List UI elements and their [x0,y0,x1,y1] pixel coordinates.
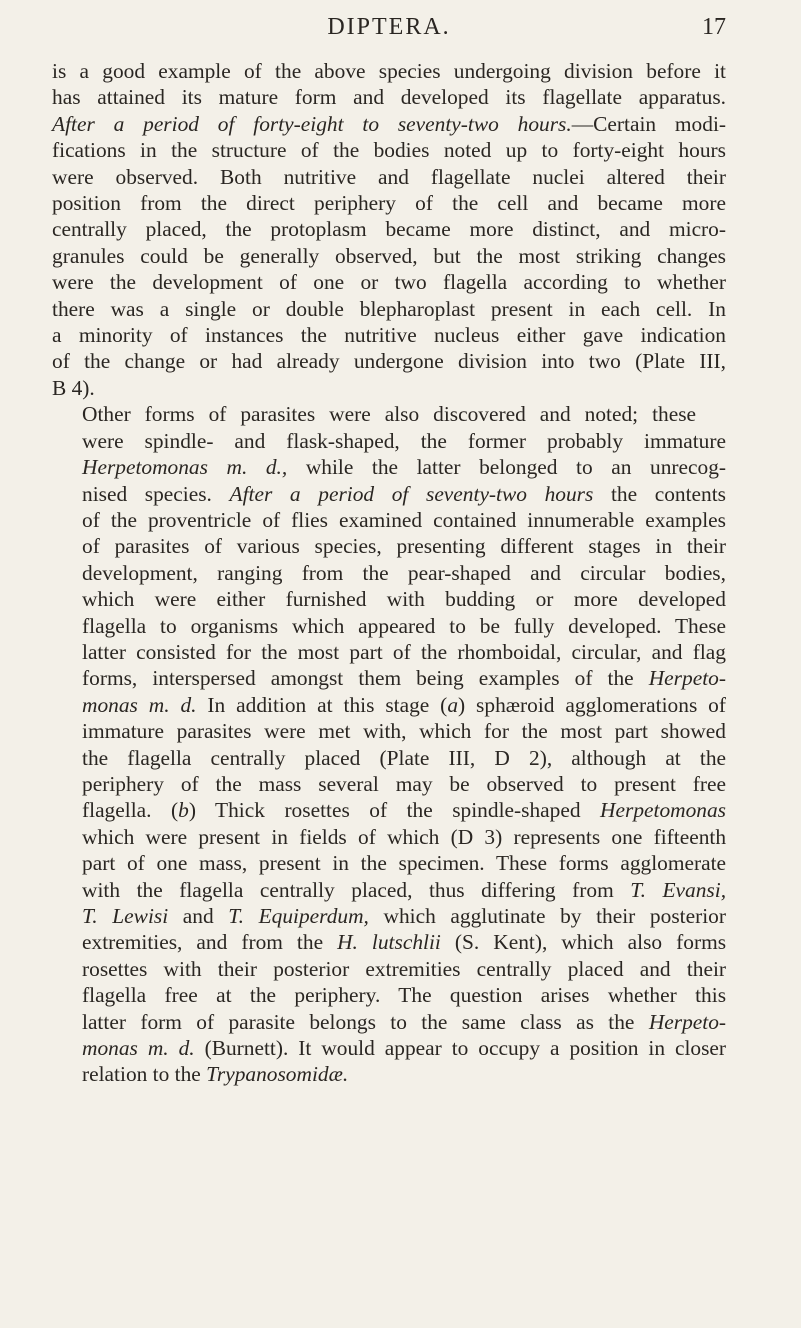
text-run: forms, interspersed amongst them being examples of the [82,666,649,691]
text-run: flagella free at the periphery. The question arises whether this [82,983,727,1008]
text-run: periphery of the mass several may be observed to present free [82,771,727,796]
page-number: 17 [702,14,726,40]
text-line [52,111,726,137]
italic-text: H. lutschlii [337,930,441,955]
italic-text: Trypanosomidæ. [206,1062,349,1087]
italic-text: After a period of seventy-two hours [229,481,594,506]
text-run: with the flagella centrally placed, thus differing from [82,877,631,902]
text-line [52,560,726,586]
text-run: fications in the structure of the bodies noted up to forty-eight hours [52,138,726,163]
text-run: development, ranging from the pear-shaped and circular bodies, [82,560,726,585]
text-run: the contents [593,481,727,506]
italic-text: Herpetomonas m. d., [82,455,288,480]
text-run: (Burnett). It would appear to occupy a position in closer [194,1036,727,1061]
text-run: of the change or had already undergone division into two (Plate III, [52,349,727,374]
text-run: has attained its mature form and developed its flagellate apparatus. [52,85,726,110]
text-run: ) sphæroid agglomerations of [458,692,726,717]
text-run: a minority of instances the nutritive nucleus either gave indication [52,323,726,348]
text-line [52,190,726,216]
text-run: were the development of one or two flagella according to whether [52,270,726,295]
text-run: of the proventricle of flies examined contained innumerable examples [82,507,726,532]
text-run: relation to the [82,1062,207,1087]
text-line [52,613,726,639]
text-run: of parasites of various species, presenting different stages in their [82,534,727,559]
page-header [52,10,726,44]
text-run: and [168,904,229,928]
text-line [52,797,726,823]
text-line [52,428,726,454]
text-line [52,586,726,612]
text-run: is a good example of the above species undergoing division before it [52,59,727,83]
text-run: part of one mass, present in the specimen. These forms agglomerate [82,851,727,876]
text-run: Other forms of parasites were also discovered and noted; these [82,402,697,427]
text-run: were observed. Both nutritive and flagellate nuclei altered their [52,164,726,189]
text-line [52,877,726,903]
text-run: while the latter belonged to an unrecog- [287,455,727,480]
text-run: centrally placed, the protoplasm became more distinct, and micro- [52,217,727,242]
text-line [52,401,726,427]
text-run: rosettes with their posterior extremities centrally placed and their [82,956,727,981]
text-run: there was a single or double blepharoplast present in each cell. In [52,296,726,321]
italic-text: T. Lewisi [82,904,169,928]
text-run: extremities, and from the [82,930,338,955]
text-run: were spindle- and flask-shaped, the former probably immature [82,428,726,453]
text-line [52,956,726,982]
italic-text: After a period of forty-eight to seventy-two hours. [52,111,572,136]
text-run: (S. Kent), which also forms [440,930,727,955]
text-run: which agglutinate by their posterior [368,904,726,928]
italic-text: b [178,798,189,823]
text-line [52,718,726,744]
text-line [52,982,726,1008]
text-line [52,533,726,559]
text-run: which were either furnished with budding or more developed [82,587,726,612]
text-line [52,58,726,84]
text-line [52,771,726,797]
text-run: which were present in fields of which (D 3) represents one fifteenth [82,824,727,849]
text-line [52,639,726,665]
text-run: nised species. [82,481,230,506]
text-line [52,84,726,110]
text-run: latter form of parasite belongs to the same class as the [82,1009,649,1034]
italic-text: Herpetomonas [600,798,726,823]
text-line [52,665,726,691]
text-line [52,692,726,718]
text-line [52,824,726,850]
text-line [52,348,726,374]
text-run: immature parasites were met with, which for the most part showed [82,719,726,744]
text-run: —Certain modi- [571,111,727,136]
text-line [52,164,726,190]
body-text [52,58,726,1088]
text-line [52,322,726,348]
text-line [52,1009,726,1035]
text-run: flagella. ( [82,798,179,823]
italic-text: Herpeto- [648,666,726,691]
paragraph [52,401,726,1088]
italic-text: monas m. d. [82,1036,195,1061]
italic-text: T. Evansi, [630,877,727,902]
italic-text: Herpeto- [648,1009,727,1034]
text-run: granules could be generally observed, but the most striking changes [52,243,727,268]
italic-text: T. Equiperdum, [228,904,369,928]
text-line [52,1035,726,1061]
running-title: DIPTERA. [327,14,451,40]
text-line [52,481,726,507]
text-run: ) Thick rosettes of the spindle-shaped [188,798,601,823]
text-line [52,929,726,955]
text-line [52,296,726,322]
text-line [52,216,726,242]
text-run: latter consisted for the most part of the rhomboidal, circular, and flag [82,639,726,664]
text-line [52,903,726,929]
text-line [52,137,726,163]
paragraph [52,58,726,401]
text-run: position from the direct periphery of the cell and became more [52,191,726,216]
text-line [52,850,726,876]
text-line [52,1061,726,1087]
text-run: B 4). [52,375,95,400]
text-line [52,269,726,295]
text-line [52,454,726,480]
text-run: flagella to organisms which appeared to be fully developed. These [82,613,727,638]
text-line [52,375,726,401]
text-line [52,507,726,533]
text-line [52,745,726,771]
italic-text: monas m. d. [82,692,197,717]
text-run: In addition at this stage ( [196,692,448,717]
text-run: the flagella centrally placed (Plate III, D 2), although at the [82,745,727,770]
italic-text: a [447,692,459,717]
text-line [52,243,726,269]
